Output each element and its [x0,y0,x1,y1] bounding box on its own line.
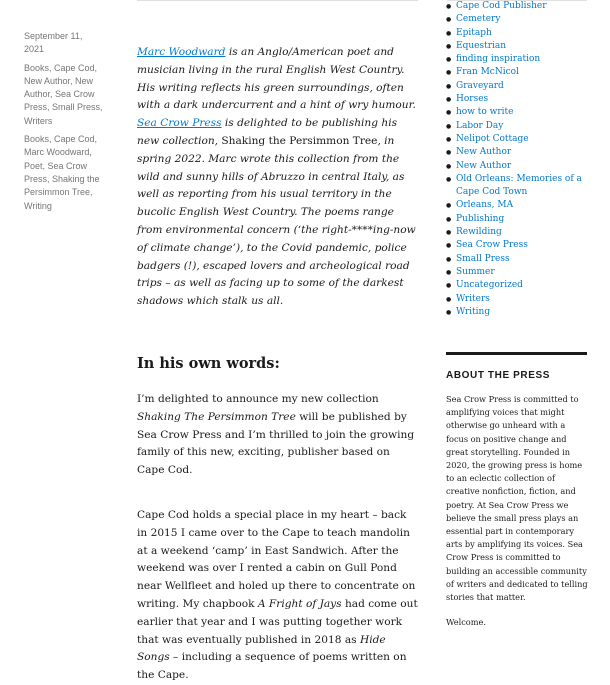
post-date-link[interactable]: September 11, 2021 [24,31,83,55]
about-widget [446,352,588,629]
category-item [456,253,596,266]
category-link[interactable]: Small Press [456,253,510,264]
p1-text-a: I’m delighted to announce my new collection [137,392,379,405]
p2-collection-title: Hide Songs [137,633,386,664]
category-link[interactable]: Uncategorized [456,280,523,291]
category-link[interactable]: Writers [456,293,490,304]
category-link[interactable]: Fran McNicol [456,67,519,78]
intro-text-3: , in spring 2022. Marc wrote this collection from the wild and sunny hills of Abruzzo in central Italy, as well as reporting from his usual territory in the bucolic English West Country. The poems range from environmental concern (‘the right-****ing-now of climate change’), to the Covid pandemic, police badgers (!), escaped lovers and archeological road trips – as well as facing up to some of the darkest shadows which stalk us all. [137,134,416,308]
category-link[interactable]: finding inspiration [456,54,541,65]
category-item [456,146,596,159]
category-link[interactable]: Equestrian [456,40,507,51]
category-item [456,199,596,212]
welcome-text: Welcome. [446,617,486,628]
category-item [456,106,596,119]
category-item [456,0,596,13]
category-item [456,27,596,40]
category-link[interactable]: Labor Day [456,120,504,131]
about-text: Sea Crow Press is committed to amplifying voices that might otherwise go unheard with a focus on positive change and great storytelling. Founded in 2020, the growing press is home to an eclectic collection of creative nonfiction, fiction, and poetry. At Sea Crow Press we believe the small press plays an essential part in contemporary arts by amplifying its voices. Sea Crow Press is committed to building an accessible community of writers and dedicated to telling stories that matter. [446,394,588,603]
category-link[interactable]: Summer [456,266,495,277]
category-item [456,120,596,133]
p2-text-c: – including a sequence of poems written on the Cape. [137,651,407,682]
category-item [456,266,596,279]
post-content [137,44,420,685]
category-item [456,93,596,106]
category-item [456,80,596,93]
category-item [456,13,596,26]
intro-text-2: is delighted to be publishing his new collection, [137,117,398,147]
category-item [456,133,596,146]
p2-text-b: had come out earlier that year and I was putting together work that was eventually published in 2018 as [137,597,418,646]
category-link[interactable]: Writing [456,306,491,317]
category-link[interactable]: New Author [456,160,512,171]
post-tags-links[interactable]: Books, Cape Cod, Marc Woodward, Poet, Sea Crow Press, Shaking the Persimmon Tree, Writing [24,134,100,211]
p2-text-a: Cape Cod holds a special place in my heart – back in 2015 I came over to the Cape to teach mandolin at a weekend ‘camp’ in East Sandwich. After the weekend was over I rented a cabin on Gull Pond near Wellfleet and holed up there to concentrate on writing. My chapbook [137,508,416,610]
category-list [456,0,596,319]
category-link[interactable]: Horses [456,94,489,105]
section-heading: In his own words: [137,354,280,372]
widget-rule [446,352,587,355]
category-item [456,239,596,252]
post-meta [24,30,104,218]
category-link[interactable]: Sea Crow Press [456,240,528,251]
post-intro [137,44,420,311]
press-link[interactable]: Sea Crow Press [137,117,222,130]
author-link[interactable]: Marc Woodward [137,46,226,58]
category-item [456,226,596,239]
category-item [456,53,596,66]
category-link[interactable]: Graveyard [456,80,504,91]
intro-text-1: is an Anglo/American poet and musician living in the rural English West Country. His writing reflects his green surroundings, often with a dark undercurrent and a hint of wry humour. [137,46,416,112]
category-item [456,306,596,319]
category-link[interactable]: Orleans, MA [456,200,514,211]
category-link[interactable]: how to write [456,107,514,118]
category-link[interactable]: Old Orleans: Memories of a Cape Cod Town [456,173,582,198]
category-link[interactable]: Rewilding [456,227,502,238]
content-top-divider [137,0,418,1]
p1-book-title: Shaking The Persimmon Tree [137,410,296,423]
book-title: Shaking the Persimmon Tree [221,134,378,147]
category-link[interactable]: New Author [456,147,512,158]
category-item [456,279,596,292]
category-link[interactable]: Epitaph [456,27,492,38]
p2-chapbook-title: A Fright of Jays [257,597,342,610]
about-title: ABOUT THE PRESS [446,370,551,381]
category-item [456,160,596,173]
category-item [456,213,596,226]
category-link[interactable]: Nelipot Cottage [456,133,529,144]
category-item [456,66,596,79]
category-link[interactable]: Cemetery [456,14,501,25]
p1-text-b: will be published by Sea Crow Press and I’m thrilled to join the growing family of this new, exciting, publisher based on Cape Cod. [137,410,415,477]
category-item [456,40,596,53]
category-item [456,293,596,306]
sidebar-categories [456,0,596,319]
category-item [456,173,596,200]
category-link[interactable]: Publishing [456,213,505,224]
post-categories-links[interactable]: Books, Cape Cod, New Author, New Author, Sea Crow Press, Small Press, Writers [24,62,103,126]
paragraph-cape-cod [137,507,420,685]
paragraph-announcement [137,391,420,480]
category-link[interactable]: Cape Cod Publisher [456,1,547,11]
